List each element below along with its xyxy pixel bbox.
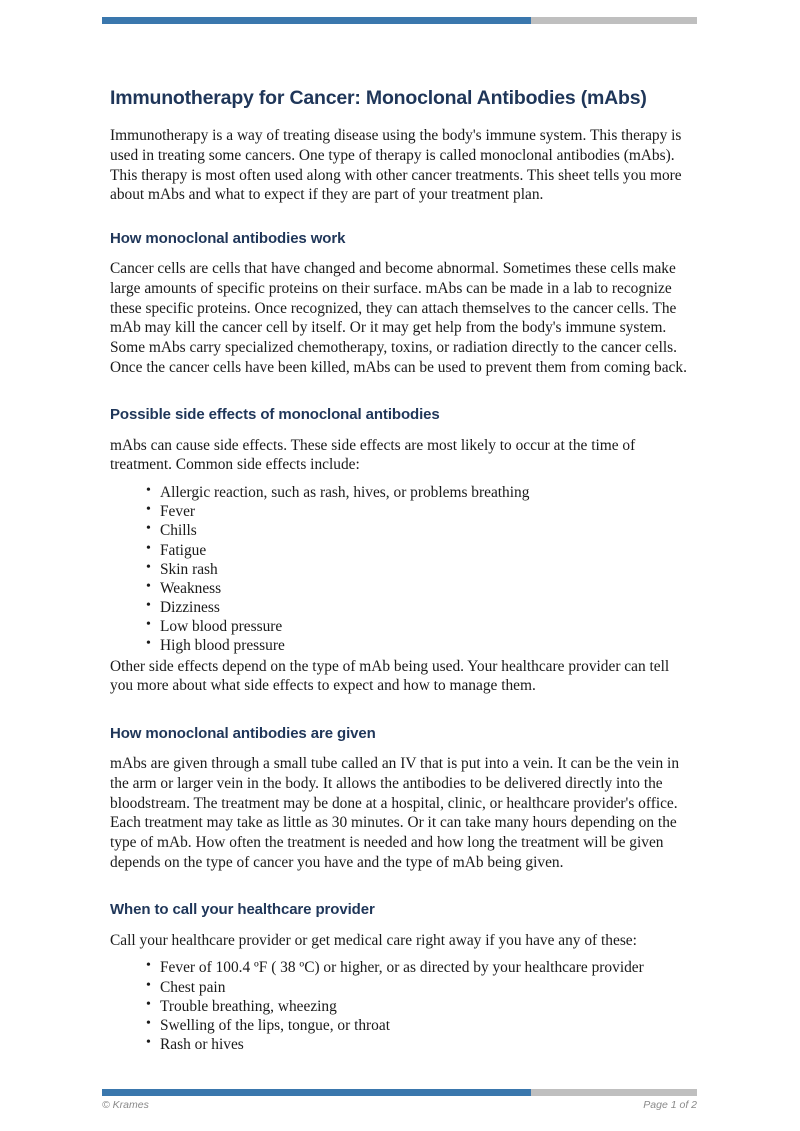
section-heading-how-monoclonal-antibodies-work: How monoclonal antibodies work: [110, 229, 346, 247]
page-footer: [102, 1099, 697, 1111]
header-rule-blue-segment: [102, 17, 531, 24]
footer-rule-blue-segment: [102, 1089, 531, 1096]
list-item: • Weakness: [148, 580, 695, 598]
header-rule: [102, 17, 697, 24]
footer-copyright: © Krames: [102, 1099, 149, 1111]
list-item: • Chills: [148, 522, 695, 540]
list-item: • Trouble breathing, wheezing: [148, 998, 695, 1016]
header-rule-gray-segment: [531, 17, 697, 24]
list-item: • Fever of 100.4 ºF ( 38 ºC) or higher, or as directed by your healthcare provider: [148, 959, 695, 977]
list-item: • Allergic reaction, such as rash, hives, or problems breathing: [148, 484, 695, 502]
section-outro-possible-side-effects: Other side effects depend on the type of mAb being used. Your healthcare provider can tell you more about what side effects to expect and how to manage them.: [110, 657, 670, 695]
side-effects-list: [110, 484, 695, 656]
footer-page-number: Page 1 of 2: [643, 1099, 697, 1111]
list-item: • Swelling of the lips, tongue, or throat: [148, 1017, 695, 1035]
intro-paragraph: Immunotherapy is a way of treating disease using the body's immune system. This therapy is used in treating some cancers. One type of therapy is called monoclonal antibodies (mAbs). This therapy is most often used along with other cancer treatments. This sheet tells you more about mAbs and what to expect if they are part of your treatment plan.: [110, 127, 682, 204]
page-title: Immunotherapy for Cancer: Monoclonal Antibodies (mAbs): [110, 87, 647, 109]
list-item: • Skin rash: [148, 561, 695, 579]
when-to-call-list: [110, 959, 695, 1054]
list-item: • Low blood pressure: [148, 618, 695, 636]
list-item: • Rash or hives: [148, 1036, 695, 1054]
section-heading-when-to-call-your-healthcare-provider: When to call your healthcare provider: [110, 901, 375, 919]
footer-rule-gray-segment: [531, 1089, 697, 1096]
list-item: • Fatigue: [148, 542, 695, 560]
list-item: • Dizziness: [148, 599, 695, 617]
footer-rule: [102, 1089, 697, 1096]
section-heading-how-monoclonal-antibodies-are-given: How monoclonal antibodies are given: [110, 724, 376, 742]
list-item: • High blood pressure: [148, 637, 695, 655]
document-body: [110, 86, 695, 1055]
section-intro-possible-side-effects: mAbs can cause side effects. These side effects are most likely to occur at the time of treatment. Common side effects include:: [110, 436, 636, 474]
list-item: • Fever: [148, 503, 695, 521]
section-paragraph-how-monoclonal-antibodies-are-given: mAbs are given through a small tube called an IV that is put into a vein. It can be the vein in the arm or larger vein in the body. It allows the antibodies to be delivered directly into the bloodstream. The treatment may be done at a hospital, clinic, or healthcare provider's office. Each treatment may take as little as 30 minutes. Or it can take many hours depending on the type of mAb. How often the treatment is needed and how long the treatment will be given depends on the type of cancer you have and the type of mAb being given.: [110, 755, 680, 871]
list-item: • Chest pain: [148, 979, 695, 997]
section-heading-possible-side-effects: Possible side effects of monoclonal antibodies: [110, 406, 440, 424]
section-intro-when-to-call: Call your healthcare provider or get medical care right away if you have any of these:: [110, 931, 637, 949]
section-paragraph-how-monoclonal-antibodies-work: Cancer cells are cells that have changed and become abnormal. Sometimes these cells make large amounts of specific proteins on their surface. mAbs can be made in a lab to recognize these specific proteins. Once recognized, they can attach themselves to the cancer cells. The mAb may kill the cancer cell by itself. Or it may get help from the body's immune system. Some mAbs carry specialized chemotherapy, toxins, or radiation directly to the cancer cells. Once the cancer cells have been killed, mAbs can be used to prevent them from coming back.: [110, 260, 687, 376]
